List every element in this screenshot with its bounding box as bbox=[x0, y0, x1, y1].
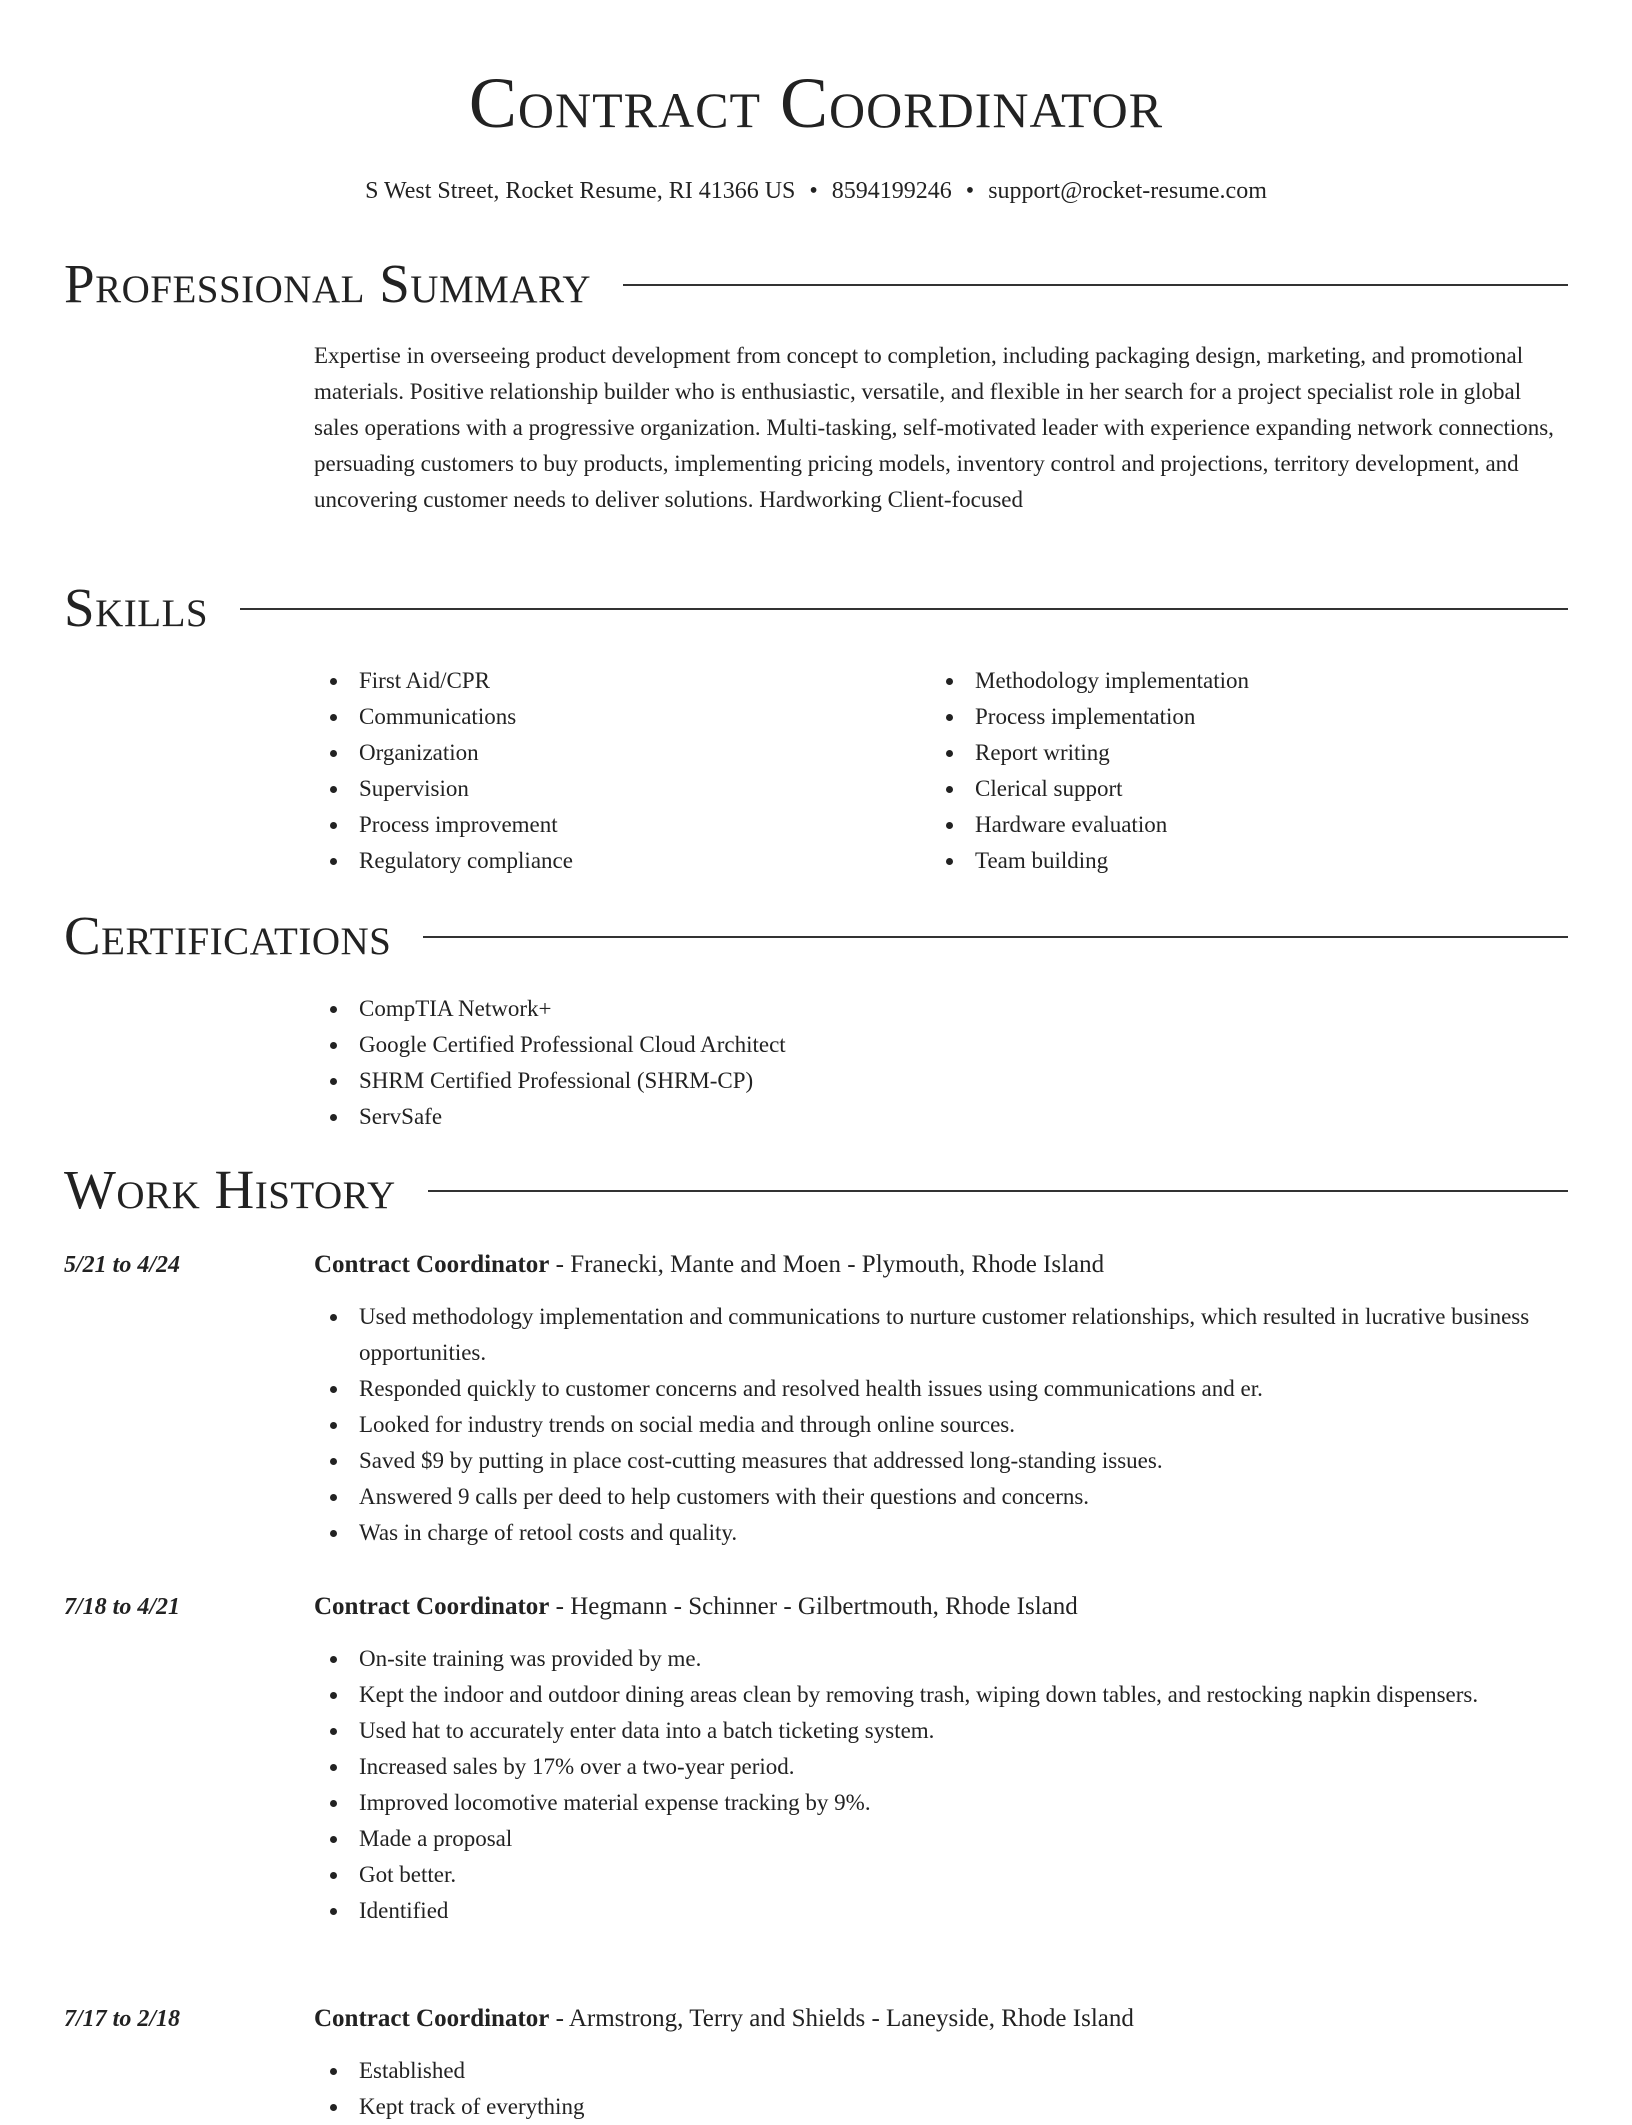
job-bullet: Answered 9 calls per deed to help customers with their questions and concerns. bbox=[314, 1479, 1568, 1515]
summary-text: Expertise in overseeing product development from concept to completion, including packaging design, marketing, and promotional materials. Positive relationship builder who is enthusiastic, versatile, and flexible in her search for a project specialist role in global sales operations with a progressive organization. Multi-tasking, self-motivated leader with experience expanding network connections, persuading customers to buy products, implementing pricing models, inventory control and projections, territory development, and uncovering customer needs to deliver solutions. Hardworking Client-focused bbox=[314, 343, 1554, 512]
job-heading bbox=[314, 2003, 1568, 2035]
job-bullet: Kept track of everything bbox=[314, 2089, 1568, 2125]
job-bullet: Used hat to accurately enter data into a batch ticketing system. bbox=[314, 1713, 1568, 1749]
work-history-section-header bbox=[64, 1158, 1568, 1222]
job-bullet: Saved $9 by putting in place cost-cutting measures that addressed long-standing issues. bbox=[314, 1443, 1568, 1479]
certification-item: Google Certified Professional Cloud Architect bbox=[314, 1027, 1214, 1063]
contact-separator: • bbox=[965, 178, 975, 204]
skill-item: Organization bbox=[314, 735, 874, 771]
job-bullets bbox=[314, 2053, 1568, 2125]
section-divider bbox=[623, 284, 1568, 286]
job-role: Contract Coordinator bbox=[314, 1593, 550, 1620]
job-bullets bbox=[314, 1299, 1568, 1551]
skills-list-right bbox=[930, 663, 1490, 879]
job-bullet: Increased sales by 17% over a two-year period. bbox=[314, 1749, 1568, 1785]
job-dates: 7/17 to 2/18 bbox=[64, 2006, 181, 2032]
skills-section-title: Skills bbox=[64, 577, 209, 638]
contact-phone: 8594199246 bbox=[831, 178, 952, 204]
certifications-section-title: Certifications bbox=[64, 905, 392, 966]
skill-item: Hardware evaluation bbox=[930, 807, 1490, 843]
contact-separator: • bbox=[809, 178, 818, 204]
job-bullet: Kept the indoor and outdoor dining areas clean by removing trash, wiping down tables, and restocking napkin dispensers. bbox=[314, 1677, 1568, 1713]
skill-item: Process implementation bbox=[930, 699, 1490, 735]
certification-item: CompTIA Network+ bbox=[314, 991, 1214, 1027]
skill-item: Methodology implementation bbox=[930, 663, 1490, 699]
skills-section-header bbox=[64, 576, 1568, 640]
job-bullet: Established bbox=[314, 2053, 1568, 2089]
skills-list-left bbox=[314, 663, 874, 879]
summary-section-title: Professional Summary bbox=[64, 253, 592, 314]
certification-item: SHRM Certified Professional (SHRM-CP) bbox=[314, 1063, 1214, 1099]
certification-item: ServSafe bbox=[314, 1099, 1214, 1135]
job-heading bbox=[314, 1249, 1568, 1281]
skill-item: Process improvement bbox=[314, 807, 874, 843]
certifications-section-header bbox=[64, 904, 1568, 968]
job-heading bbox=[314, 1591, 1568, 1623]
resume-name: Contract Coordinator bbox=[468, 63, 1164, 143]
job-details: - Armstrong, Terry and Shields - Laneyside, Rhode Island bbox=[549, 2005, 1134, 2032]
job-bullet: Used methodology implementation and communications to nurture customer relationships, which resulted in lucrative business opportunities. bbox=[314, 1299, 1568, 1371]
work-history-section-title: Work History bbox=[64, 1159, 396, 1220]
section-divider bbox=[423, 936, 1568, 938]
contact-line bbox=[0, 175, 1632, 207]
job-dates: 5/21 to 4/24 bbox=[64, 1252, 181, 1278]
contact-address: S West Street, Rocket Resume, RI 41366 US bbox=[365, 178, 796, 204]
skill-item: Clerical support bbox=[930, 771, 1490, 807]
job-bullet: On-site training was provided by me. bbox=[314, 1641, 1568, 1677]
job-details: - Franecki, Mante and Moen - Plymouth, Rhode Island bbox=[549, 1251, 1105, 1278]
skill-item: Communications bbox=[314, 699, 874, 735]
job-bullet: Looked for industry trends on social media and through online sources. bbox=[314, 1407, 1568, 1443]
section-divider bbox=[240, 608, 1568, 610]
job-role: Contract Coordinator bbox=[314, 2005, 550, 2032]
section-divider bbox=[428, 1190, 1568, 1192]
contact-email[interactable]: support@rocket-resume.com bbox=[988, 178, 1267, 204]
skill-item: Supervision bbox=[314, 771, 874, 807]
job-bullet: Was in charge of retool costs and quality. bbox=[314, 1515, 1568, 1551]
job-details: - Hegmann - Schinner - Gilbertmouth, Rhode Island bbox=[549, 1593, 1078, 1620]
skill-item: Regulatory compliance bbox=[314, 843, 874, 879]
job-bullets bbox=[314, 1641, 1568, 1929]
skill-item: Report writing bbox=[930, 735, 1490, 771]
summary-section-header bbox=[64, 252, 1568, 316]
certifications-list bbox=[314, 991, 1214, 1135]
skill-item: Team building bbox=[930, 843, 1490, 879]
job-bullet: Responded quickly to customer concerns and resolved health issues using communications and er. bbox=[314, 1371, 1568, 1407]
job-bullet: Made a proposal bbox=[314, 1821, 1568, 1857]
job-bullet: Got better. bbox=[314, 1857, 1568, 1893]
job-bullet: Identified bbox=[314, 1893, 1568, 1929]
job-role: Contract Coordinator bbox=[314, 1251, 550, 1278]
job-bullet: Improved locomotive material expense tracking by 9%. bbox=[314, 1785, 1568, 1821]
job-dates: 7/18 to 4/21 bbox=[64, 1594, 181, 1620]
skill-item: First Aid/CPR bbox=[314, 663, 874, 699]
